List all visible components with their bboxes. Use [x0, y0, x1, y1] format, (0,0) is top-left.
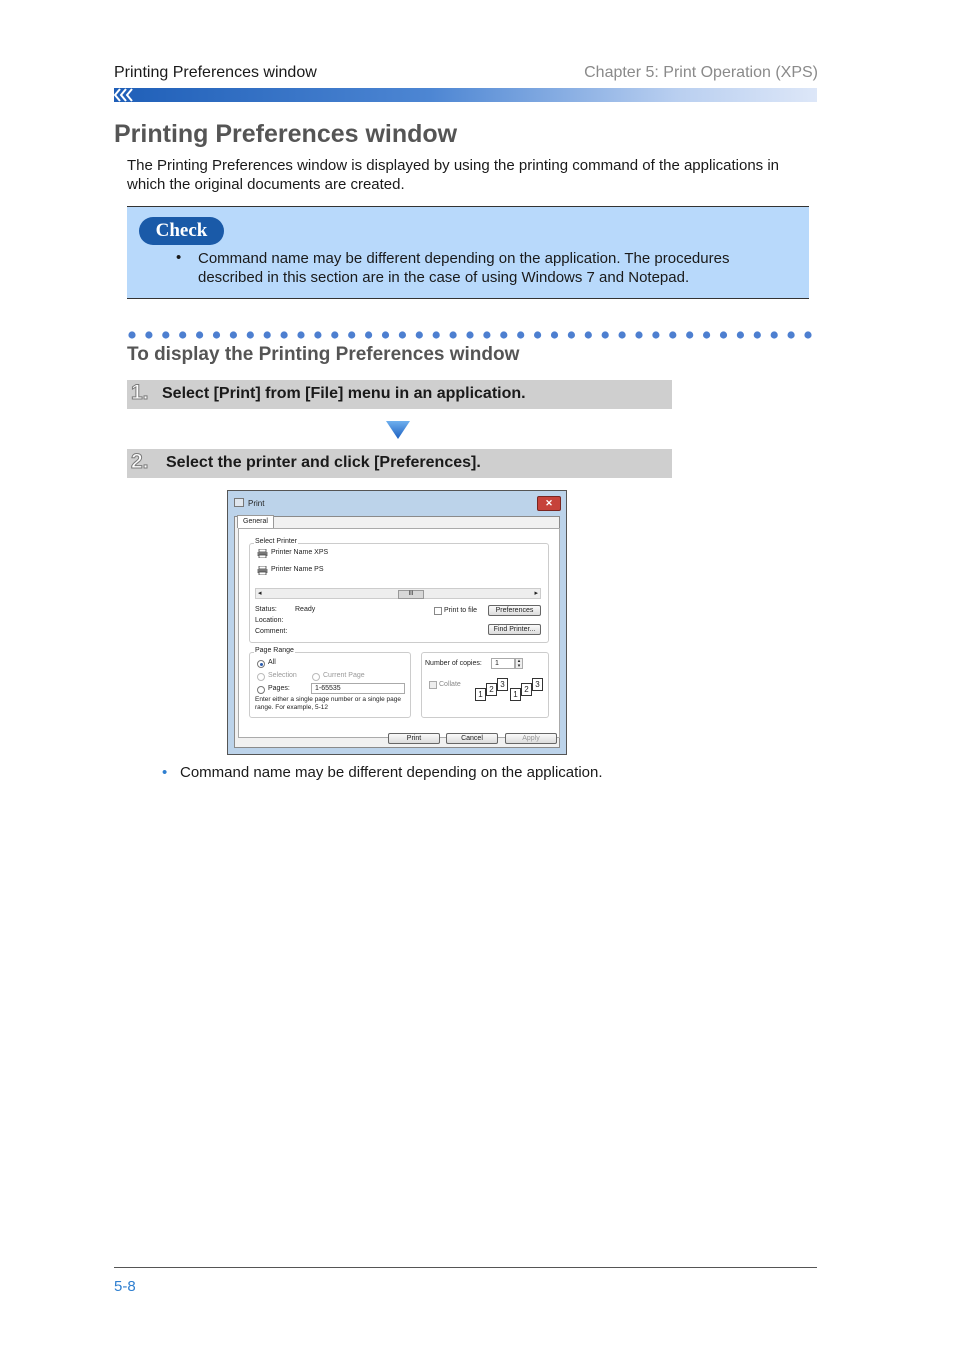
- select-printer-label: Select Printer: [255, 538, 298, 545]
- collate-page: 3: [497, 678, 508, 691]
- separator-dot: [720, 331, 727, 338]
- collate-page: 1: [510, 688, 521, 701]
- separator-dot: [737, 331, 744, 338]
- separator-dot: [128, 331, 135, 338]
- separator-dot: [602, 331, 609, 338]
- separator-dot: [466, 331, 473, 338]
- copies-input[interactable]: 1: [491, 658, 515, 669]
- caption-text: Command name may be different depending on the application.: [180, 764, 603, 781]
- separator-dot: [399, 331, 406, 338]
- scroll-left-icon[interactable]: ◂: [258, 590, 262, 597]
- footer-divider: [114, 1267, 817, 1268]
- header-chevrons-icon: [112, 88, 136, 102]
- location-label: Location:: [255, 617, 284, 624]
- pages-radio[interactable]: [257, 686, 265, 694]
- pages-label: Pages:: [268, 685, 290, 692]
- all-label: All: [268, 659, 276, 666]
- dialog-title: Print: [248, 499, 265, 508]
- separator-dot: [500, 331, 507, 338]
- separator-dot: [568, 331, 575, 338]
- separator-dot: [348, 331, 355, 338]
- preferences-button[interactable]: Preferences: [488, 605, 541, 616]
- separator-dot: [433, 331, 440, 338]
- collate-page: 2: [521, 683, 532, 696]
- apply-button[interactable]: Apply: [505, 733, 557, 744]
- procedure-heading: To display the Printing Preferences window: [127, 344, 520, 365]
- step-1: [127, 380, 672, 409]
- separator-dot: [483, 331, 490, 338]
- step-1-text: Select [Print] from [File] menu in an application.: [162, 385, 526, 402]
- separator-dot: [652, 331, 659, 338]
- print-to-file-checkbox[interactable]: [434, 607, 442, 615]
- separator-dot: [281, 331, 288, 338]
- page-number: 5-8: [114, 1278, 136, 1295]
- collate-page: 1: [475, 688, 486, 701]
- separator-dot: [247, 331, 254, 338]
- print-dialog: [227, 490, 567, 755]
- intro-paragraph: The Printing Preferences window is displayed by using the printing command of the applications in which the original documents are created.: [127, 157, 780, 193]
- header-gradient-bar: [114, 88, 817, 102]
- printer-item-ps[interactable]: Printer Name PS: [271, 566, 324, 573]
- separator-dot: [551, 331, 558, 338]
- status-label: Status:: [255, 606, 277, 613]
- all-radio[interactable]: [257, 660, 265, 668]
- selection-radio[interactable]: [257, 673, 265, 681]
- status-value: Ready: [295, 606, 316, 613]
- down-arrow-icon: [386, 421, 410, 439]
- print-button[interactable]: Print: [388, 733, 440, 744]
- current-page-label: Current Page: [323, 672, 365, 679]
- separator-dot: [213, 331, 220, 338]
- cancel-button[interactable]: Cancel: [446, 733, 498, 744]
- separator-dot: [416, 331, 423, 338]
- copies-spinner[interactable]: ▴ ▾: [515, 658, 523, 669]
- selection-label: Selection: [268, 672, 297, 679]
- step-2-text: Select the printer and click [Preferences].: [166, 454, 481, 471]
- page-range-label: Page Range: [255, 647, 294, 654]
- comment-label: Comment:: [255, 628, 288, 635]
- check-bullet: •: [176, 249, 182, 266]
- page-title: Printing Preferences window: [114, 120, 458, 148]
- header-section-title: Printing Preferences window: [114, 64, 317, 81]
- separator-dot: [230, 331, 237, 338]
- separator-dot: [788, 331, 795, 338]
- printer-icon: [257, 549, 268, 558]
- separator-dot: [264, 331, 271, 338]
- separator-dot: [145, 331, 152, 338]
- printer-icon: [234, 498, 244, 507]
- current-page-radio[interactable]: [312, 673, 320, 681]
- collate-label: Collate: [439, 681, 461, 688]
- separator-dot: [703, 331, 710, 338]
- header-chapter-title: Chapter 5: Print Operation (XPS): [584, 64, 818, 81]
- caption-bullet: •: [162, 764, 168, 781]
- separator-dot: [450, 331, 457, 338]
- separator-dot: [331, 331, 338, 338]
- dotted-separator: [128, 330, 818, 340]
- check-note-text: Command name may be different depending on the application. The procedures described in this section are in the case of using Windows 7 and Notepad.: [198, 250, 730, 286]
- print-to-file-label: Print to file: [444, 607, 478, 614]
- printer-icon: [257, 566, 268, 575]
- separator-dot: [314, 331, 321, 338]
- scroll-right-icon[interactable]: ▸: [534, 590, 538, 597]
- separator-dot: [365, 331, 372, 338]
- general-panel: [238, 528, 560, 738]
- separator-dot: [196, 331, 203, 338]
- collate-page: 2: [486, 683, 497, 696]
- separator-dot: [585, 331, 592, 338]
- find-printer-button[interactable]: Find Printer...: [488, 624, 541, 635]
- separator-dot: [179, 331, 186, 338]
- separator-dot: [297, 331, 304, 338]
- step-2: [127, 449, 672, 478]
- step-1-number: 1.: [131, 381, 149, 404]
- pages-hint: Enter either a single page number or a single page range. For example, 5-12: [255, 696, 401, 711]
- separator-dot: [534, 331, 541, 338]
- separator-dot: [635, 331, 642, 338]
- separator-dot: [669, 331, 676, 338]
- separator-dot: [754, 331, 761, 338]
- separator-dot: [382, 331, 389, 338]
- scroll-thumb[interactable]: III: [398, 590, 424, 599]
- separator-dot: [517, 331, 524, 338]
- separator-dot: [686, 331, 693, 338]
- horizontal-scrollbar[interactable]: [255, 588, 541, 599]
- tab-general[interactable]: General: [237, 515, 274, 528]
- close-button[interactable]: ✕: [537, 496, 561, 511]
- pages-input[interactable]: 1-65535: [311, 683, 405, 694]
- printer-item-xps[interactable]: Printer Name XPS: [271, 549, 329, 556]
- separator-dot: [771, 331, 778, 338]
- separator-dot: [804, 331, 811, 338]
- separator-dot: [619, 331, 626, 338]
- copies-label: Number of copies:: [425, 660, 482, 667]
- collate-checkbox[interactable]: [429, 681, 437, 689]
- check-badge: Check: [139, 217, 224, 245]
- collate-page: 3: [532, 678, 543, 691]
- step-2-number: 2.: [131, 450, 149, 473]
- separator-dot: [162, 331, 169, 338]
